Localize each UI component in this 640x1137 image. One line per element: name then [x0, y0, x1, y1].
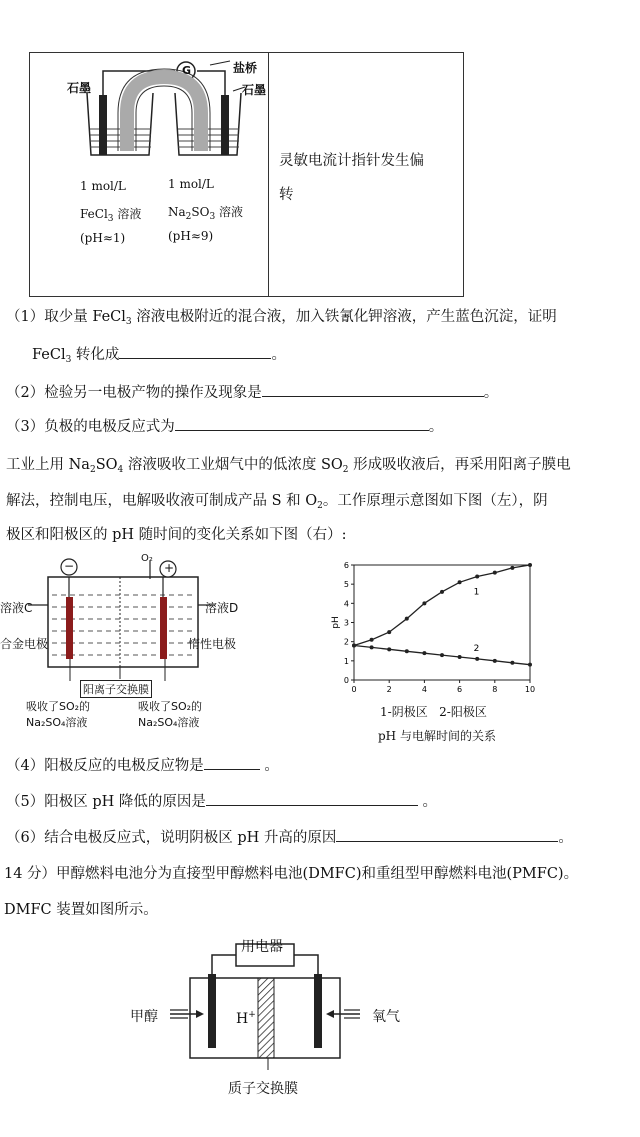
y-tick-label: 1 — [343, 656, 349, 666]
galvanometer-label: G — [182, 64, 192, 77]
right-conc: 1 mol/L — [168, 177, 214, 191]
series-point-1 — [528, 563, 532, 567]
graphite-left-label: 石墨 — [67, 81, 92, 95]
question-2: （2）检验另一电极产物的操作及现象是 。 — [6, 381, 498, 402]
o2-label: O₂ — [141, 553, 153, 564]
intro-line1: 工业上用 $Na_2SO_4$ 溶液吸收工业烟气中的低浓度 $SO_2$ 形成吸收液后，再采用阳离子膜电 — [6, 457, 571, 475]
answer-blank-1[interactable] — [119, 343, 271, 359]
chart-frame — [354, 565, 530, 680]
electrolysis-cell-diagram — [0, 555, 245, 695]
left-solution: FeCl$_3$ 溶液 — [80, 207, 142, 224]
series-point-2 — [528, 663, 532, 667]
x-tick-label: 2 — [386, 685, 392, 694]
series-point-1 — [493, 571, 497, 575]
series-line-1 — [354, 565, 530, 646]
phenomenon-line2: 转 — [279, 187, 294, 203]
series-point-2 — [510, 661, 514, 665]
y-tick-label: 0 — [343, 676, 349, 685]
alloy-electrode-label: 合金电极 — [0, 637, 49, 651]
x-tick-label: 4 — [421, 685, 427, 694]
right-solution: $Na_2SO_3$ 溶液 — [168, 205, 244, 222]
series-point-2 — [493, 659, 497, 663]
question-6: （6）结合电极反应式，说明阴极区 pH 升高的原因 。 — [6, 826, 573, 847]
table-divider — [268, 53, 269, 296]
series-point-1 — [405, 617, 409, 621]
series-point-2 — [405, 649, 409, 653]
salt-bridge-label: 盐桥 — [233, 61, 258, 75]
series-point-2 — [370, 645, 374, 649]
cathode-sign: − — [64, 559, 75, 573]
x-tick-label: 10 — [524, 685, 536, 694]
right-bottom-label-1: 吸收了SO₂的 — [138, 700, 203, 713]
series-point-2 — [458, 655, 462, 659]
y-tick-label: 3 — [343, 618, 349, 628]
answer-blank-6[interactable] — [336, 826, 558, 842]
y-tick-label: 6 — [343, 561, 349, 570]
series-point-2 — [387, 647, 391, 651]
anode-sign: + — [164, 561, 175, 575]
x-tick-label: 6 — [457, 685, 463, 694]
left-conc: 1 mol/L — [80, 179, 126, 193]
series-label-1: 1 — [473, 587, 480, 598]
series-point-1 — [387, 630, 391, 634]
series-label-2: 2 — [473, 644, 480, 654]
x-tick-label: 8 — [492, 685, 498, 694]
series-point-2 — [422, 651, 426, 655]
series-point-1 — [370, 638, 374, 642]
series-point-1 — [510, 566, 514, 570]
question-4: （4）阳极反应的电极反应物是 。 — [6, 754, 279, 775]
solution-c-label: 溶液C — [0, 601, 33, 615]
series-point-1 — [422, 601, 426, 605]
question-7-cont: DMFC 装置如图所示。 — [4, 902, 158, 918]
answer-blank-4[interactable] — [204, 754, 260, 770]
left-bottom-label-1: 吸收了SO₂的 — [26, 700, 91, 713]
series-point-1 — [458, 580, 462, 584]
question-1: （1）取少量 FeCl$_3$ 溶液电极附近的混合液，加入铁氰化钾溶液，产生蓝色沉淀，证明 — [6, 309, 557, 327]
question-5: （5）阳极区 pH 降低的原因是 。 — [6, 790, 437, 811]
y-tick-label: 5 — [343, 580, 349, 590]
experiment-table — [29, 52, 464, 297]
series-point-1 — [440, 590, 444, 594]
methanol-label: 甲醇 — [130, 1009, 158, 1025]
answer-blank-3[interactable] — [175, 415, 429, 431]
series-point-2 — [352, 644, 356, 648]
question-3: （3）负极的电极反应式为 。 — [6, 415, 443, 436]
question-1-cont: FeCl$_3$ 转化成 。 — [32, 343, 286, 365]
inert-electrode-label: 惰性电极 — [188, 637, 237, 651]
right-bottom-label-2: Na₂SO₄溶液 — [138, 716, 200, 729]
device-label: 用电器 — [241, 939, 283, 955]
question-7: 14 分）甲醇燃料电池分为直接型甲醇燃料电池(DMFC)和重组型甲醇燃料电池(PMFC)。 — [4, 866, 579, 882]
chart-caption-2: pH 与电解时间的关系 — [378, 729, 496, 743]
proton-membrane-label: 质子交换膜 — [228, 1081, 298, 1097]
phenomenon-line1: 灵敏电流计指针发生偏 — [279, 153, 424, 169]
answer-blank-5[interactable] — [206, 790, 418, 806]
intro-line2: 解法，控制电压，电解吸收液可制成产品 S 和 $O_2$。工作原理示意图如下图（左），阴 — [6, 493, 548, 511]
series-point-1 — [475, 575, 479, 579]
y-tick-label: 2 — [343, 637, 349, 647]
chart-caption-1: 1-阴极区 2-阳极区 — [380, 705, 487, 719]
left-bottom-label-2: Na₂SO₄溶液 — [26, 716, 88, 729]
answer-blank-2[interactable] — [262, 381, 484, 397]
series-point-2 — [440, 653, 444, 657]
x-tick-label: 0 — [351, 685, 357, 694]
right-ph: (pH≈9) — [168, 229, 214, 243]
solution-d-label: 溶液D — [205, 601, 239, 615]
oxygen-label: 氧气 — [372, 1009, 400, 1025]
y-axis-label: pH — [331, 616, 341, 629]
series-point-2 — [475, 657, 479, 661]
left-ph: (pH≈1) — [80, 231, 126, 245]
membrane-label: 阳离子交换膜 — [80, 680, 152, 698]
y-tick-label: 4 — [343, 599, 349, 609]
intro-line3: 极区和阳极区的 pH 随时间的变化关系如下图（右）: — [6, 527, 347, 543]
graphite-right-label: 石墨 — [242, 83, 267, 97]
proton-label: H+ — [236, 1010, 256, 1027]
ph-time-chart — [330, 555, 550, 700]
